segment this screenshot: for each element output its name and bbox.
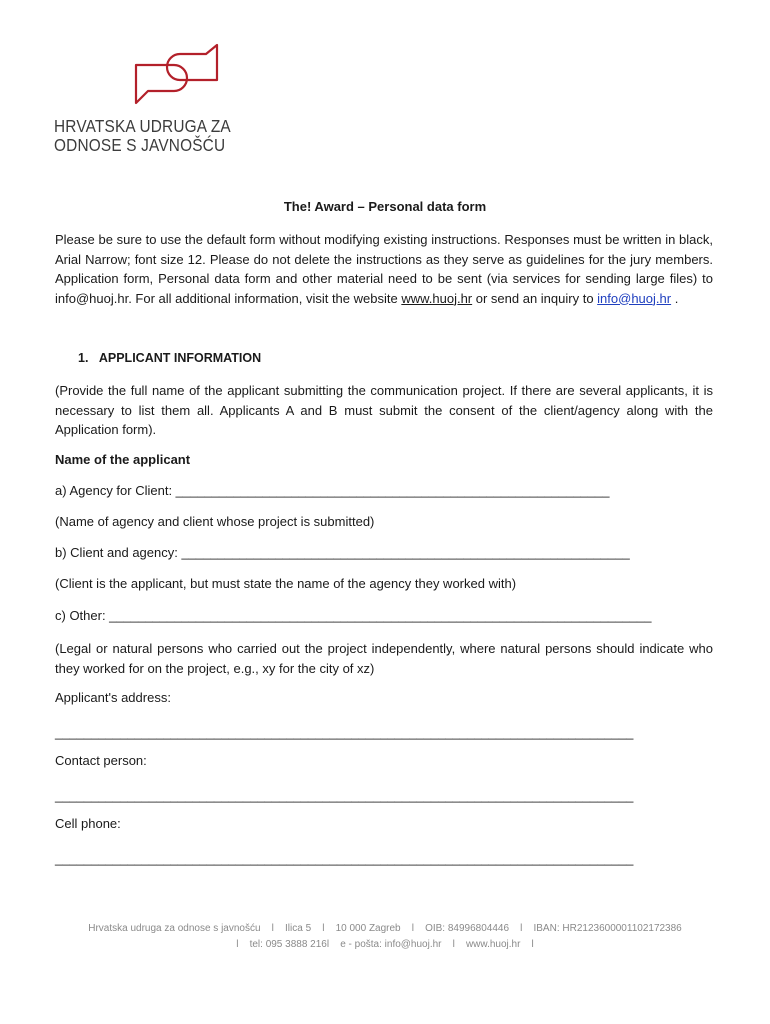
organization-name-line2: ODNOSE S JAVNOŠĆU [54,135,226,155]
cell-phone-label: Cell phone: [55,816,121,831]
client-and-agency-field[interactable]: b) Client and agency: ______________________________________________________________ [55,545,630,560]
section-note: (Provide the full name of the applicant submitting the communication project. If there are several applicants, it is necessary to list them all. Applicants A and B must submit the consent of the client/agency along with the Application form). [55,383,713,437]
organization-name-line1: HRVATSKA UDRUGA ZA [54,116,231,136]
email-link[interactable]: info@huoj.hr [597,290,672,306]
footer [0,921,770,953]
cell-phone-field[interactable]: ________________________________________________________________________________ [55,851,634,866]
intro-paragraph [55,230,713,308]
client-and-agency-note: (Client is the applicant, but must state the name of the agency they worked with) [55,576,517,591]
intro-text: Please be sure to use the default form without modifying existing instructions. Responses must be written in black, Arial Narrow; font size 12. Please do not delete the instructions as they serve as guidelines for the jury members. Application form, Personal data form and other material need to be sent (via services for sending large files) to info@huoj.hr. For all additional information, visit the website [55,232,713,306]
section-number: 1. [78,351,89,365]
contact-person-field[interactable]: ________________________________________________________________________________ [55,788,634,803]
agency-for-client-note: (Name of agency and client whose project is submitted) [55,514,375,529]
intro-end: . [671,290,679,306]
section-heading-text: APPLICANT INFORMATION [98,351,262,365]
footer-line1: Hrvatska udruga za odnose s javnošću l Ilica 5 l 10 000 Zagreb l OIB: 84996804446 l IBAN: HR2123600001102172386 [88,923,682,934]
other-field[interactable]: c) Other: ___________________________________________________________________________ [55,608,652,623]
address-label: Applicant's address: [55,690,171,705]
intro-mid: or send an inquiry to [472,290,598,306]
organization-name [54,117,231,155]
speech-bubbles-logo-icon [134,40,224,115]
agency-for-client-field[interactable]: a) Agency for Client: ____________________________________________________________ [55,483,610,498]
other-note: (Legal or natural persons who carried out the project independently, where natural persons should indicate who they worked for on the project, e.g., xy for the city of xz) [55,641,713,676]
footer-line2: l tel: 095 3888 216l e - pošta: info@huoj.hr l www.huoj.hr l [236,939,534,950]
page-title: The! Award – Personal data form [283,199,487,214]
website-link[interactable]: www.huoj.hr [401,290,473,306]
section-heading [78,351,261,365]
name-of-applicant-label: Name of the applicant [55,452,191,467]
address-field[interactable]: ________________________________________________________________________________ [55,725,634,740]
contact-person-label: Contact person: [55,753,147,768]
